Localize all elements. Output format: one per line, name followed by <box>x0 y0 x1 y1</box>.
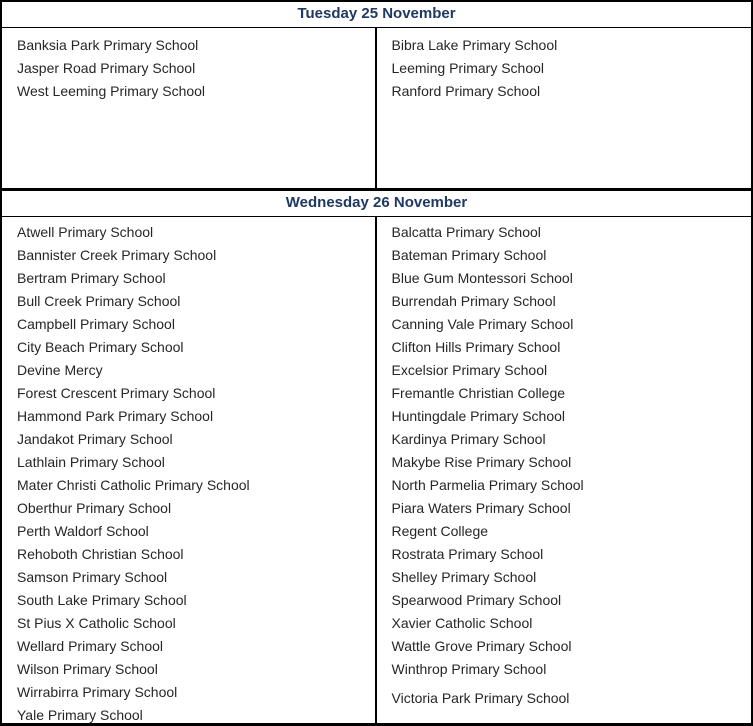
school-name: Excelsior Primary School <box>391 362 548 378</box>
school-name: Yale Primary School <box>17 707 143 723</box>
school-name: Balcatta Primary School <box>391 224 541 240</box>
school-name: Shelley Primary School <box>391 569 537 585</box>
school-name: Burrendah Primary School <box>391 293 556 309</box>
school-name: Mater Christi Catholic Primary School <box>17 477 250 493</box>
school-name: Kardinya Primary School <box>391 431 546 447</box>
school-name: Ranford Primary School <box>391 83 541 99</box>
school-name: Clifton Hills Primary School <box>391 339 561 355</box>
school-name: North Parmelia Primary School <box>391 477 584 493</box>
school-name: Fremantle Christian College <box>391 385 566 401</box>
school-name: Piara Waters Primary School <box>391 500 571 516</box>
school-name: Regent College <box>391 523 489 539</box>
school-name: Jandakot Primary School <box>17 431 173 447</box>
school-name: South Lake Primary School <box>17 592 187 608</box>
school-name: Makybe Rise Primary School <box>391 454 572 470</box>
wednesday-section-body <box>2 217 751 723</box>
school-list-wednesday-right <box>377 217 752 723</box>
school-name: Bannister Creek Primary School <box>17 247 217 263</box>
school-name: Bateman Primary School <box>391 247 547 263</box>
school-name: Bibra Lake Primary School <box>391 37 558 53</box>
school-name: Atwell Primary School <box>17 224 154 240</box>
school-name: Leeming Primary School <box>391 60 545 76</box>
school-name: Devine Mercy <box>17 362 103 378</box>
school-name: Bull Creek Primary School <box>17 293 181 309</box>
day-header-wednesday: Wednesday 26 November <box>2 191 751 217</box>
school-name: West Leeming Primary School <box>17 83 206 99</box>
school-name: Victoria Park Primary School <box>391 690 570 706</box>
school-name: Samson Primary School <box>17 569 168 585</box>
school-name: Bertram Primary School <box>17 270 166 286</box>
school-name: Wattle Grove Primary School <box>391 638 572 654</box>
tuesday-section-body <box>2 28 751 188</box>
school-name: City Beach Primary School <box>17 339 184 355</box>
school-name: Lathlain Primary School <box>17 454 165 470</box>
school-name: Blue Gum Montessori School <box>391 270 573 286</box>
school-name: Huntingdale Primary School <box>391 408 566 424</box>
school-name: Wellard Primary School <box>17 638 164 654</box>
day-header-tuesday: Tuesday 25 November <box>2 2 751 28</box>
school-name: Jasper Road Primary School <box>17 60 196 76</box>
school-name: Perth Waldorf School <box>17 523 149 539</box>
school-name: Rostrata Primary School <box>391 546 544 562</box>
school-list-wednesday-left <box>2 217 377 723</box>
school-list-tuesday-left <box>2 28 377 188</box>
school-name: Wirrabirra Primary School <box>17 684 178 700</box>
school-name: Oberthur Primary School <box>17 500 172 516</box>
school-name: Canning Vale Primary School <box>391 316 574 332</box>
school-list-tuesday-right <box>377 28 752 188</box>
school-name: Rehoboth Christian School <box>17 546 184 562</box>
school-name: Xavier Catholic School <box>391 615 533 631</box>
school-name: Wilson Primary School <box>17 661 158 677</box>
school-name: Forest Crescent Primary School <box>17 385 216 401</box>
school-name: Spearwood Primary School <box>391 592 562 608</box>
school-name: Winthrop Primary School <box>391 661 547 677</box>
school-name: Campbell Primary School <box>17 316 175 332</box>
school-name: Banksia Park Primary School <box>17 37 199 53</box>
school-name: Hammond Park Primary School <box>17 408 214 424</box>
school-name: St Pius X Catholic School <box>17 615 176 631</box>
